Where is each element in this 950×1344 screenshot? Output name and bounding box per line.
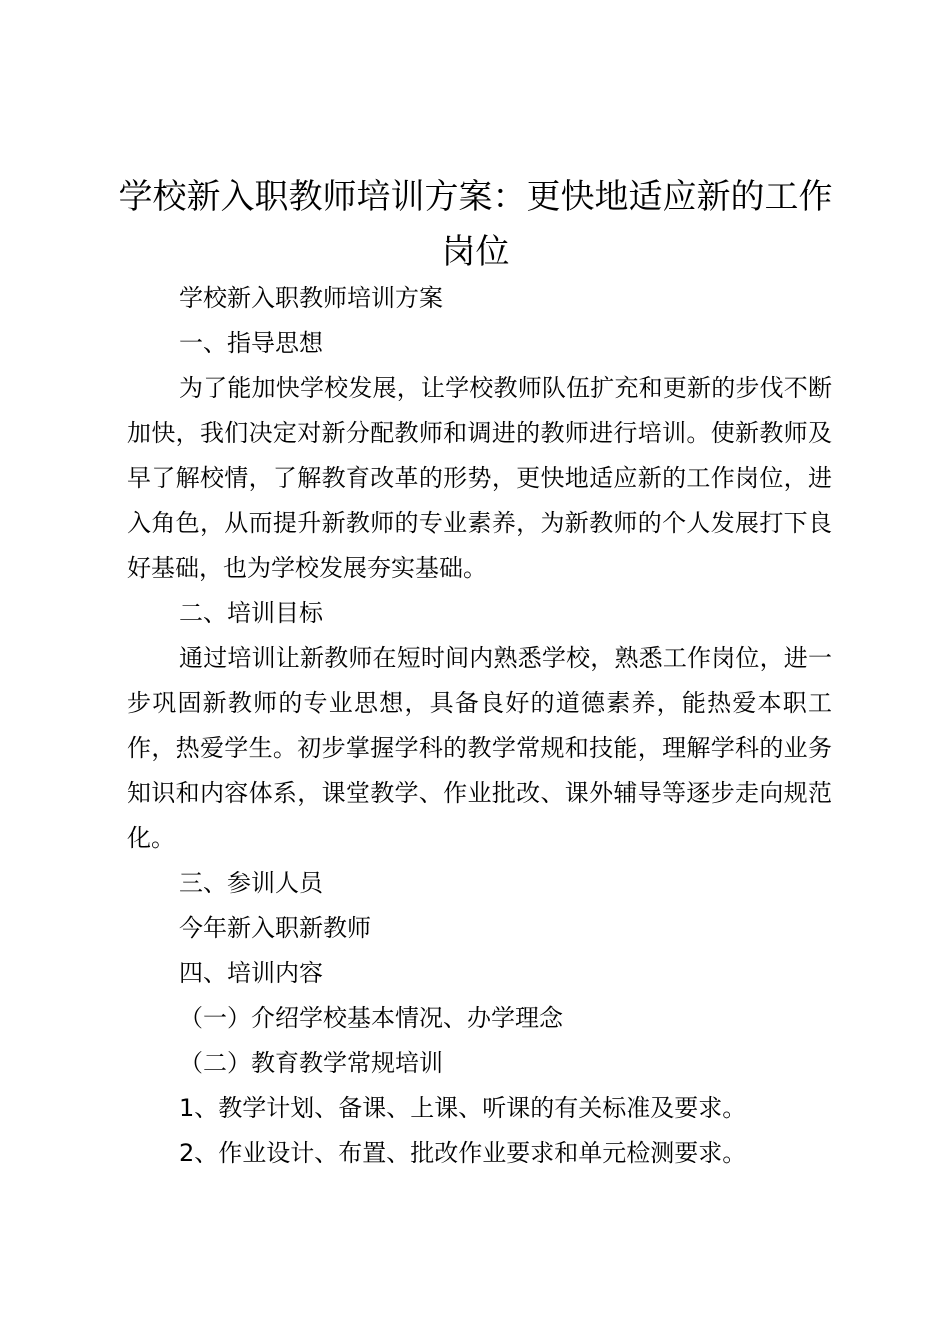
list-item-teaching-plan: 1、教学计划、备课、上课、听课的有关标准及要求。 xyxy=(179,1094,747,1122)
subsection-school-introduction: （一）介绍学校基本情况、办学理念 xyxy=(179,1004,563,1032)
section-heading-training-content: 四、培训内容 xyxy=(179,959,323,987)
paragraph-guiding-ideology: 为了能加快学校发展，让学校教师队伍扩充和更新的步伐不断加快，我们决定对新分配教师和调进的教师进行培训。使新教师及早了解校情，了解教育改革的形势，更快地适应新的工作岗位，进入角色，从而提升新教师的专业素养，为新教师的个人发展打下良好基础，也为学校发展夯实基础。 xyxy=(127,374,832,582)
section-heading-training-goals: 二、培训目标 xyxy=(179,599,323,627)
subsection-teaching-routine: （二）教育教学常规培训 xyxy=(179,1049,443,1077)
doc-subtitle: 学校新入职教师培训方案 xyxy=(179,284,443,312)
paragraph-participants: 今年新入职新教师 xyxy=(179,914,371,942)
section-heading-guiding-ideology: 一、指导思想 xyxy=(179,329,323,357)
paragraph-training-goals: 通过培训让新教师在短时间内熟悉学校，熟悉工作岗位，进一步巩固新教师的专业思想，具备良好的道德素养，能热爱本职工作，热爱学生。初步掌握学科的教学常规和技能，理解学科的业务知识和内容体系，课堂教学、作业批改、课外辅导等逐步走向规范化。 xyxy=(127,644,832,852)
section-heading-participants: 三、参训人员 xyxy=(179,869,323,897)
list-item-homework-design: 2、作业设计、布置、批改作业要求和单元检测要求。 xyxy=(179,1139,747,1167)
document-body xyxy=(127,276,832,1176)
document-title: 学校新入职教师培训方案：更快地适应新的工作岗位 xyxy=(118,177,833,272)
